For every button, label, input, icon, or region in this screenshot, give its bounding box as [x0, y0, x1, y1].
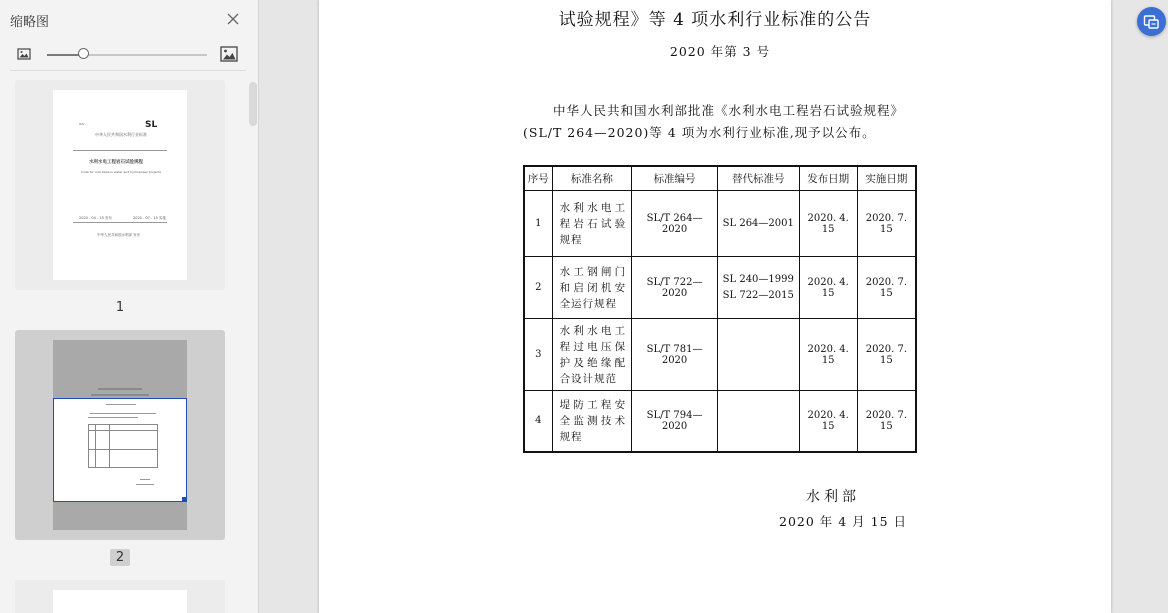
- header-replaces: 替代标准号: [717, 166, 799, 191]
- thumbnail-page-2[interactable]: [15, 330, 225, 540]
- table-row: [524, 319, 916, 391]
- header-implement-date: 实施日期: [857, 166, 916, 191]
- body-line-2: (SL/T 264—2020)等 4 项为水利行业标准,现予以公布。: [523, 125, 876, 140]
- cell-replaces: SL 264—2001: [717, 191, 799, 257]
- close-icon[interactable]: [226, 12, 240, 26]
- cell-no: 1: [524, 191, 552, 257]
- cover-english-line: Code for rock tests in water and hydropower projects: [81, 170, 161, 174]
- thumbnail-zoom-toolbar: [0, 40, 258, 70]
- cell-no: 4: [524, 391, 552, 452]
- signature-org: 水利部: [806, 489, 860, 505]
- cell-code: SL/T 722—2020: [632, 257, 718, 319]
- cell-issue-date: 2020. 4. 15: [799, 257, 857, 319]
- screen-capture-button[interactable]: [1137, 7, 1166, 36]
- announcement-number: 2020 年第 3 号: [669, 44, 771, 59]
- document-page-2: [319, 0, 1111, 613]
- cover-title-line: 水利水电工程岩石试验规程: [89, 160, 143, 165]
- table-row: [524, 257, 916, 319]
- cell-implement-date: 2020. 7. 15: [857, 391, 916, 452]
- cell-code: SL/T 794—2020: [632, 391, 718, 452]
- signature-date: 2020 年 4 月 15 日: [779, 514, 908, 529]
- thumbnail-page-3-preview: [53, 590, 187, 613]
- toolbar-divider: [10, 70, 246, 71]
- cell-code: SL/T 781—2020: [632, 319, 718, 391]
- cell-name: 水利水电工程过电压保护及绝缘配合设计规范: [552, 319, 632, 391]
- image-large-icon[interactable]: [220, 45, 238, 63]
- image-small-icon[interactable]: [17, 47, 31, 61]
- cell-name: 堤防工程安全监测技术规程: [552, 391, 632, 452]
- table-header-row: [524, 166, 916, 191]
- header-issue-date: 发布日期: [799, 166, 857, 191]
- cover-issuer-line: 中华人民共和国水利部 发布: [97, 233, 141, 237]
- thumbnail-panel: [0, 0, 259, 613]
- cell-no: 3: [524, 319, 552, 391]
- cell-replaces: [717, 319, 799, 391]
- header-no: 序号: [524, 166, 552, 191]
- header-code: 标准编号: [632, 166, 718, 191]
- cell-name: 水利水电工程岩石试验规程: [552, 191, 632, 257]
- screen-capture-icon: [1143, 13, 1160, 30]
- announcement-title: 试验规程》等 4 项水利行业标准的公告: [558, 10, 872, 30]
- standards-table: [523, 165, 917, 453]
- cover-implement-line: 2020 - 07 - 15 实施: [133, 216, 166, 220]
- cell-no: 2: [524, 257, 552, 319]
- cell-name: 水工钢闸门和启闭机安全运行规程: [552, 257, 632, 319]
- cell-implement-date: 2020. 7. 15: [857, 191, 916, 257]
- thumbnail-page-1-preview: ICS · · SL 中华人民共和国水利行业标准 水利水电工程岩石试验规程 Code for rock tests in water and hydropower projects 2020 - 04 - 15 发布 2020 - 07 - 15 实施 中华人民共和国水利部 发布: [53, 90, 187, 280]
- cell-issue-date: 2020. 4. 15: [799, 391, 857, 452]
- thumbnail-scrollbar[interactable]: [249, 82, 257, 126]
- cell-issue-date: 2020. 4. 15: [799, 191, 857, 257]
- cell-replaces: SL 240—1999 SL 722—2015: [717, 257, 799, 319]
- table-row: [524, 191, 916, 257]
- document-viewer[interactable]: [259, 0, 1168, 613]
- thumbnail-viewport-frame[interactable]: [53, 398, 187, 502]
- cell-implement-date: 2020. 7. 15: [857, 319, 916, 391]
- cell-code: SL/T 264—2020: [632, 191, 718, 257]
- zoom-slider-handle[interactable]: [78, 48, 89, 59]
- header-name: 标准名称: [552, 166, 632, 191]
- cover-logo: SL: [145, 120, 158, 130]
- thumbnail-label-2: 2: [15, 549, 225, 566]
- cover-issue-line: 2020 - 04 - 15 发布: [79, 216, 112, 220]
- body-line-1: 中华人民共和国水利部批准《水利水电工程岩石试验规程》: [553, 103, 905, 118]
- cell-implement-date: 2020. 7. 15: [857, 257, 916, 319]
- zoom-slider[interactable]: [47, 54, 207, 56]
- cell-issue-date: 2020. 4. 15: [799, 319, 857, 391]
- thumbnail-page-3[interactable]: [15, 580, 225, 613]
- cell-replaces: [717, 391, 799, 452]
- thumbnail-label-1: 1: [115, 300, 125, 315]
- table-row: [524, 391, 916, 452]
- thumbnail-page-1[interactable]: [15, 80, 225, 290]
- announcement-body: [523, 100, 933, 144]
- panel-title: 缩略图: [10, 15, 50, 30]
- cover-publisher-line: 中华人民共和国水利行业标准: [95, 132, 147, 137]
- thumbnail-page-2-preview: [53, 340, 187, 530]
